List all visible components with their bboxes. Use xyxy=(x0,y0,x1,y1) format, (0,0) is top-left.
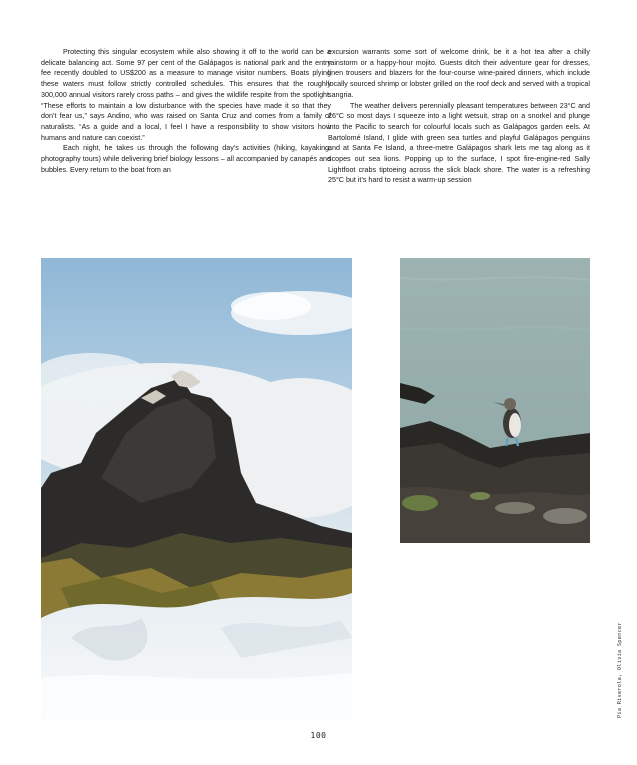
photo-rocks-waves xyxy=(41,258,352,719)
article-column-left xyxy=(41,47,331,175)
page-number: 100 xyxy=(310,731,327,740)
article-paragraph: The weather delivers perennially pleasant temperatures between 23°C and 26°C so most days I squeeze into a light wetsuit, strap on a snorkel and plunge into the Pacific to search for colourful locals such as Galápagos garden eels. At Bartolomé Island, I glide with green sea turtles and playful Galápagos penguins and at Santa Fe Island, a three-metre Galápagos shark lets me tag along as it scopes out sea lions. Popping up to the surface, I spot fire-engine-red Sally Lightfoot crabs tiptoeing across the slick black shore. The water is a refreshing 25°C but it’s hard to resist a warm-up session xyxy=(328,101,590,185)
article-paragraph: Each night, he takes us through the following day’s activities (hiking, kayaking, photography tours) while delivering brief biology lessons – all accompanied by canapés and bubbles. Every return to the boat from an xyxy=(41,144,331,174)
photo-blue-footed-booby xyxy=(400,258,590,543)
photo-credit: Pia Riverola, Olivia Spencer xyxy=(617,622,623,718)
article-column-right xyxy=(328,47,590,186)
article-paragraph: excursion warrants some sort of welcome drink, be it a hot tea after a chilly rainstorm or a happy-hour mojito. Guests ditch their adventure gear for dresses, linen trousers and blazers for the four-course wine-paired dinners, which include locally sourced shrimp or lobster grilled on the roof deck and served with a tropical sangria. xyxy=(328,48,590,99)
article-paragraph: Protecting this singular ecosystem while also showing it off to the world can be a delicate balancing act. Some 97 per cent of the Galápagos is national park and the entry fee recently doubled to US$200 as a measure to manage visitor numbers. Boats plying these waters must follow strictly controlled schedules. This ensures that the roughly 300,000 annual visitors rarely cross paths – and gives the wildlife respite from the spotlight. “These efforts to maintain a low disturbance with the species have made it so that they don’t fear us,” says Andino, who was raised on Santa Cruz and comes from a family of naturalists. “As a guide and a local, I feel I have a responsibility to show visitors how humans and nature can coexist.” xyxy=(41,48,331,142)
